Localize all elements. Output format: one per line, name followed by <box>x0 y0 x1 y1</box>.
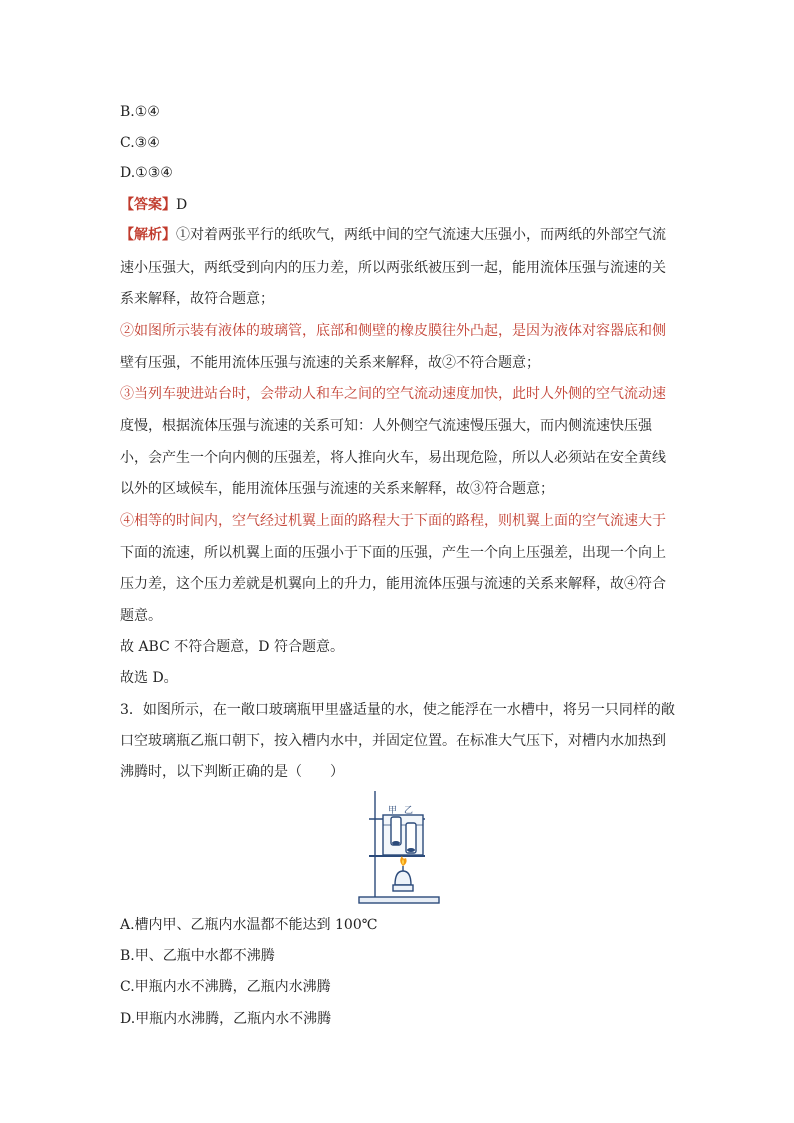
analysis-line: 以外的区域候车，能用流体压强与流速的关系来解释，故③符合题意； <box>120 481 554 497</box>
question-3-stem: 口空玻璃瓶乙瓶口朝下，按入槽内水中，并固定位置。在标准大气压下，对槽内水加热到 <box>120 733 666 749</box>
analysis-line: 压力差，这个压力差就是机翼向上的升力，能用流体压强与流速的关系来解释，故④符合 <box>120 576 666 592</box>
water-trough <box>383 815 423 855</box>
apparatus-figure <box>355 787 445 907</box>
analysis-line: ③当列车驶进站台时，会带动人和车之间的空气流动速度加快，此时人外侧的空气流动速 <box>120 386 666 402</box>
option-c-prev: C.③④ <box>120 135 160 151</box>
answer-value: D <box>176 197 188 213</box>
analysis-line: 度慢，根据流体压强与流速的关系可知：人外侧空气流速慢压强大，而内侧流速快压强 <box>120 418 652 434</box>
option-d-prev: D.①③④ <box>120 165 173 181</box>
alcohol-lamp-icon <box>395 871 411 885</box>
bottle-jia-icon <box>391 817 401 845</box>
analysis-tag: 【解析】 <box>120 227 176 243</box>
question-3-stem: 3．如图所示，在一敞口玻璃瓶甲里盛适量的水，使之能浮在一水槽中，将另一只同样的敞 <box>120 702 675 718</box>
analysis-line: 系来解释，故符合题意； <box>120 291 274 307</box>
analysis-text: ①对着两张平行的纸吹气，两纸中间的空气流速大压强小，而两纸的外部空气流 <box>176 227 666 243</box>
option-b: B.甲、乙瓶中水都不沸腾 <box>120 948 275 964</box>
analysis-line: 壁有压强，不能用流体压强与流速的关系来解释，故②不符合题意； <box>120 355 540 371</box>
answer-tag: 【答案】 <box>120 197 176 213</box>
option-a: A.槽内甲、乙瓶内水温都不能达到 100℃ <box>120 917 378 933</box>
analysis-line: ④相等的时间内，空气经过机翼上面的路程大于下面的路程，则机翼上面的空气流速大于 <box>120 513 666 529</box>
label-yi: 乙 <box>404 805 414 815</box>
analysis-line: 小，会产生一个向内侧的压强差，将人推向火车，易出现危险，所以人必须站在安全黄线 <box>120 450 666 466</box>
label-jia: 甲 <box>388 805 398 815</box>
analysis-line: ②如图所示装有液体的玻璃管，底部和侧壁的橡皮膜往外凸起，是因为液体对容器底和侧 <box>120 323 666 339</box>
analysis-choice: 故选 D。 <box>120 670 178 686</box>
question-3-stem: 沸腾时，以下判断正确的是（ ） <box>120 764 344 780</box>
option-d: D.甲瓶内水沸腾，乙瓶内水不沸腾 <box>120 1011 332 1027</box>
analysis-line-1 <box>120 225 666 245</box>
analysis-line: 速小压强大，两纸受到向内的压力差，所以两张纸被压到一起，能用流体压强与流速的关 <box>120 260 666 276</box>
answer-line <box>120 195 187 215</box>
option-c: C.甲瓶内水不沸腾，乙瓶内水沸腾 <box>120 979 331 995</box>
stand-base <box>359 897 439 903</box>
analysis-line: 题意。 <box>120 608 162 624</box>
analysis-line: 下面的流速，所以机翼上面的压强小于下面的压强，产生一个向上压强差，出现一个向上 <box>120 545 666 561</box>
option-b-prev: B.①④ <box>120 104 160 120</box>
analysis-conclusion: 故 ABC 不符合题意，D 符合题意。 <box>120 639 344 655</box>
